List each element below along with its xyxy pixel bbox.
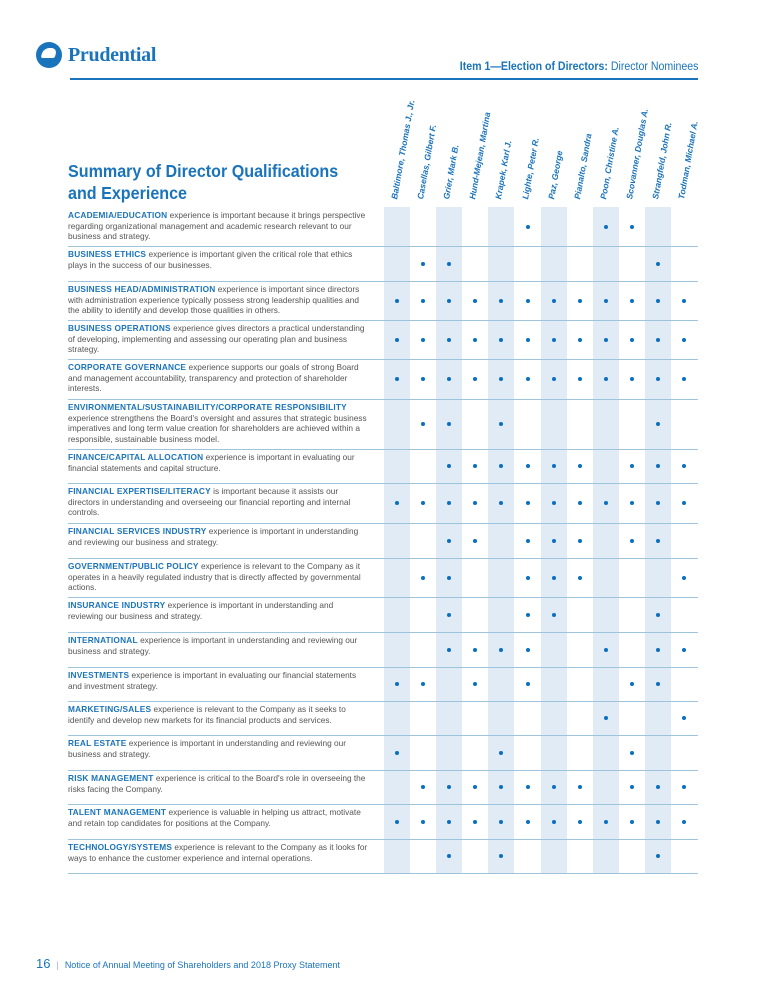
qualification-dot [682,299,686,303]
qualification-dot [421,576,425,580]
qualification-label: RISK MANAGEMENT [68,773,154,783]
qualification-row [68,773,368,794]
qualification-row [68,561,368,593]
footer-title: Notice of Annual Meeting of Shareholders and 2018 Proxy Statement [64,960,340,970]
qualification-dot [395,338,399,342]
qualification-dot [526,820,530,824]
qualification-dot [499,820,503,824]
qualification-label: MARKETING/SALES [68,704,152,714]
qualification-dot [447,299,451,303]
qualification-dot [578,820,582,824]
row-divider [68,558,698,559]
qualification-dot [421,785,425,789]
qualification-label: BUSINESS ETHICS [68,249,147,259]
qualification-label: INSURANCE INDUSTRY [68,600,166,610]
qualification-description: experience is important given the critical role that ethics plays in the success of our businesses. [68,249,353,270]
section-title-sub: Director Nominees [610,61,698,73]
qualification-dot [526,648,530,652]
qualification-dot [630,338,634,342]
qualification-label: FINANCIAL EXPERTISE/LITERACY [68,486,211,496]
qualification-dot [447,613,451,617]
qualification-dot [526,225,530,229]
row-divider [68,281,698,282]
qualification-dot [578,299,582,303]
row-divider [68,804,698,805]
qualification-row [68,807,368,828]
header-divider [70,78,698,80]
row-divider [68,770,698,771]
qualification-dot [630,539,634,543]
qualification-dot [499,751,503,755]
qualification-dot [526,613,530,617]
qualification-dot [447,576,451,580]
qualification-dot [656,613,660,617]
footer [36,956,340,971]
page-number: 16 [36,956,51,971]
qualification-dot [552,464,556,468]
qualification-dot [526,464,530,468]
row-divider [68,597,698,598]
qualification-label: TECHNOLOGY/SYSTEMS [68,842,173,852]
qualification-dot [656,682,660,686]
qualification-dot [421,299,425,303]
section-title [459,61,698,73]
qualification-dot [552,338,556,342]
qualification-dot [552,576,556,580]
qualification-dot [682,338,686,342]
qualification-dot [604,820,608,824]
qualification-dot [473,785,477,789]
row-divider [68,701,698,702]
qualification-dot [552,539,556,543]
page-title [68,160,338,204]
qualification-dot [421,820,425,824]
qualification-dot [421,682,425,686]
director-name: Strangfeld, John R. [650,121,674,200]
column-shade [384,207,410,873]
qualification-dot [630,299,634,303]
row-divider [68,632,698,633]
qualification-description: experience strengthens the Board's oversight and assures that strategic business imperatives and long term value creation for shareholders are achieved within a responsible, sustainable business model. [68,412,367,444]
qualification-row [68,635,368,656]
qualification-dot [473,820,477,824]
qualification-description: experience is relevant to the Company as it looks for ways to enhance the customer experience and internal operations. [68,842,368,863]
qualification-dot [447,820,451,824]
qualification-dot [656,820,660,824]
qualification-dot [447,648,451,652]
director-name: Baltimore, Thomas J., Jr. [389,99,417,200]
qualification-label: TALENT MANAGEMENT [68,807,167,817]
qualification-dot [578,377,582,381]
qualification-row [68,362,368,394]
qualification-description: experience is important since directors with administration experience typically possess strong leadership qualities and the ability to identify and develop those qualities in others. [68,284,360,316]
qualification-dot [604,225,608,229]
qualification-dot [395,751,399,755]
qualification-row [68,842,368,863]
qualification-dot [526,576,530,580]
director-name: Scovanner, Douglas A. [624,107,650,200]
qualification-label: GOVERNMENT/PUBLIC POLICY [68,561,199,571]
director-name: Poon, Christine A. [597,126,621,200]
qualification-label: ENVIRONMENTAL/SUSTAINABILITY/CORPORATE RESPONSIBILITY [68,402,347,412]
qualification-label: INTERNATIONAL [68,635,138,645]
qualification-dot [682,576,686,580]
qualification-label: INVESTMENTS [68,670,130,680]
qualification-dot [473,539,477,543]
qualification-dot [656,785,660,789]
qualification-dot [630,751,634,755]
qualification-description: experience is relevant to the Company as it operates in a heavily regulated industry that is directly affected by governmental actions. [68,561,361,593]
qualification-dot [473,338,477,342]
qualification-dot [578,338,582,342]
qualification-dot [473,648,477,652]
qualification-dot [499,648,503,652]
qualification-dot [630,785,634,789]
director-name: Grier, Mark B. [441,143,461,200]
qualification-label: REAL ESTATE [68,738,127,748]
qualification-dot [447,539,451,543]
qualification-dot [578,576,582,580]
qualification-row [68,738,368,759]
qualification-dot [421,501,425,505]
director-name: Paz, George [545,149,565,200]
qualification-dot [395,377,399,381]
qualification-dot [604,501,608,505]
qualification-row [68,526,368,547]
qualification-dot [630,501,634,505]
qualification-description: experience is important in evaluating our financial statements and investment strategy. [68,670,357,691]
qualification-dot [656,648,660,652]
qualification-description: experience is important in understanding and reviewing our business and strategy. [68,738,346,759]
qualification-dot [604,377,608,381]
row-divider [68,320,698,321]
qualification-dot [395,682,399,686]
qualification-description: experience gives directors a practical understanding of developing, implementing and assessing our operating plan and business strategy. [68,323,365,355]
qualification-dot [604,716,608,720]
qualification-dot [630,682,634,686]
section-title-bold: Item 1—Election of Directors: [459,61,608,73]
qualification-dot [656,464,660,468]
qualification-row [68,210,368,242]
qualification-dot [526,338,530,342]
qualification-dot [604,338,608,342]
qualification-dot [604,299,608,303]
qualification-dot [682,377,686,381]
qualification-dot [526,299,530,303]
qualification-row [68,486,368,518]
qualification-dot [656,501,660,505]
qualification-dot [578,785,582,789]
column-shade [593,207,619,873]
qualification-description: experience is critical to the Board's role in overseeing the risks facing the Company. [68,773,366,794]
row-divider [68,523,698,524]
qualification-dot [682,648,686,652]
page-title-line2: and Experience [68,183,188,203]
qualification-description: experience is relevant to the Company as it seeks to identify and develop new markets for its financial products and services. [68,704,346,725]
qualification-row [68,402,368,444]
qualification-dot [473,682,477,686]
qualification-dot [526,539,530,543]
footer-separator: | [56,960,59,970]
qualification-description: is important because it assists our directors in understanding and overseeing our financial reporting and internal controls. [68,486,351,518]
qualification-dot [421,262,425,266]
qualification-dot [630,225,634,229]
qualification-dot [682,501,686,505]
qualification-label: BUSINESS HEAD/ADMINISTRATION [68,284,216,294]
qualification-dot [395,501,399,505]
qualification-dot [656,854,660,858]
row-divider [68,399,698,400]
qualification-dot [421,338,425,342]
row-divider [68,483,698,484]
qualification-dot [552,785,556,789]
qualification-dot [473,299,477,303]
qualification-description: experience is important in understanding and reviewing our business and strategy. [68,600,334,621]
qualification-dot [656,299,660,303]
qualification-dot [656,377,660,381]
qualification-row [68,600,368,621]
qualification-dot [395,820,399,824]
qualification-row [68,452,368,473]
qualification-label: CORPORATE GOVERNANCE [68,362,187,372]
qualification-dot [421,377,425,381]
qualification-dot [552,613,556,617]
qualification-description: experience is valuable in helping us attract, motivate and retain top candidates for positions at the Company. [68,807,361,828]
qualification-dot [656,539,660,543]
qualification-dot [630,464,634,468]
qualification-label: ACADEMIA/EDUCATION [68,210,168,220]
qualification-description: experience supports our goals of strong Board and management accountability, transparency and protection of shareholder interests. [68,362,359,394]
qualification-dot [604,648,608,652]
row-divider [68,449,698,450]
qualification-dot [395,299,399,303]
qualification-description: experience is important in understanding and reviewing our business and strategy. [68,635,358,656]
row-divider [68,839,698,840]
qualification-dot [682,785,686,789]
qualification-dot [682,820,686,824]
qualification-label: FINANCE/CAPITAL ALLOCATION [68,452,204,462]
qualification-dot [447,338,451,342]
qualification-label: BUSINESS OPERATIONS [68,323,171,333]
qualification-dot [656,422,660,426]
director-name: Krapek, Karl J. [493,139,514,200]
qualification-dot [447,262,451,266]
qualification-dot [526,377,530,381]
qualification-description: experience is important in evaluating our financial statements and capital structure. [68,452,355,473]
qualification-dot [552,501,556,505]
qualification-dot [656,262,660,266]
qualification-dot [630,820,634,824]
logo-text: Prudential [68,43,157,66]
qualification-row [68,249,368,270]
qualification-description: experience is important because it brings perspective regarding organizational management and academic research relevant to our business and strategy. [68,210,366,242]
column-shade [488,207,514,873]
qualification-dot [682,464,686,468]
director-name: Todman, Michael A. [676,120,700,200]
qualification-dot [526,682,530,686]
qualification-dot [682,716,686,720]
qualification-description: experience is important in understanding and reviewing our business and strategy. [68,526,359,547]
row-divider [68,873,698,874]
director-name: Pianalto, Sandra [571,132,594,200]
qualification-dot [499,299,503,303]
director-name: Lighte, Peter R. [519,136,541,200]
qualification-dot [526,785,530,789]
qualification-dot [578,501,582,505]
row-divider [68,246,698,247]
qualification-row [68,323,368,355]
director-name: Casellas, Gilbert F. [415,123,439,200]
qualification-dot [578,539,582,543]
qualification-dot [630,377,634,381]
qualification-label: FINANCIAL SERVICES INDUSTRY [68,526,207,536]
row-divider [68,735,698,736]
qualification-dot [552,299,556,303]
qualification-dot [499,338,503,342]
qualification-dot [552,377,556,381]
qualification-dot [473,377,477,381]
row-divider [68,667,698,668]
qualification-dot [421,422,425,426]
qualification-dot [473,501,477,505]
qualification-dot [526,501,530,505]
rock-logo-icon [36,42,62,68]
qualification-row [68,704,368,725]
qualification-row [68,284,368,316]
qualification-dot [578,464,582,468]
director-name: Hund-Mejean, Martina [467,111,493,200]
qualification-dot [552,820,556,824]
qualification-dot [656,338,660,342]
page-title-line1: Summary of Director Qualifications [68,161,339,181]
prudential-logo [36,42,156,68]
qualification-dot [473,464,477,468]
row-divider [68,359,698,360]
qualification-row [68,670,368,691]
